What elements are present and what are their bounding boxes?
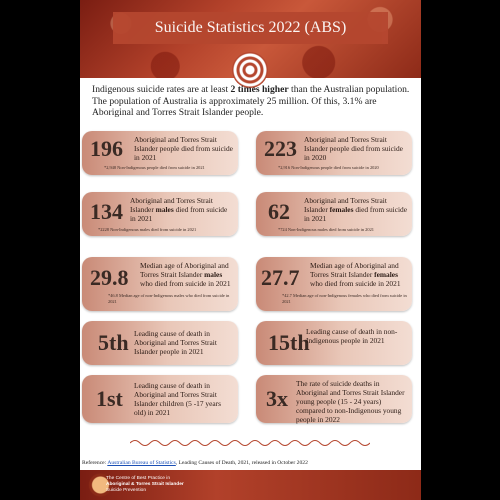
stat-note: *2228 Non-Indigenous males died from suicide in 2021 bbox=[98, 227, 197, 232]
footer-banner bbox=[80, 470, 421, 500]
stat-card bbox=[256, 321, 412, 365]
stat-note: *724 Non-Indigenous males died from suicide in 2021 bbox=[278, 227, 374, 232]
stat-text: Leading cause of death in Aboriginal and Torres Strait Islander people in 2021 bbox=[134, 329, 217, 356]
intro-paragraph bbox=[92, 84, 410, 119]
stat-text: Median age of Aboriginal and Torres Strait Islander males who died from suicide in 2021 bbox=[140, 261, 231, 288]
page-title: Suicide Statistics 2022 (ABS) bbox=[113, 12, 388, 44]
intro-text-rest: than the Australian population. The population of Australia is approximately 25 million. Of this, 3.1% are Aboriginal and Torres Strait Islander people. bbox=[92, 84, 410, 118]
stat-number: 15th bbox=[268, 330, 310, 355]
stat-number: 27.7 bbox=[261, 265, 300, 290]
stat-text: Aboriginal and Torres Strait Islander people died from suicide in 2021 bbox=[134, 135, 233, 162]
stat-text: Leading cause of death in non-Indigenous people in 2021 bbox=[306, 327, 398, 345]
stat-card bbox=[256, 375, 412, 423]
stat-card bbox=[256, 192, 412, 236]
dot-medallion-icon bbox=[232, 52, 268, 88]
stat-card bbox=[82, 321, 238, 365]
stat-text: Aboriginal and Torres Strait Islander people died from suicide in 2020 bbox=[304, 135, 403, 162]
stat-note: *46.8 Median age of non-Indigenous males who died from suicide in 2021 bbox=[108, 293, 230, 304]
reference-line: Reference: Australian Bureau of Statistics, Leading Causes of Death, 2021, released in October 2022 bbox=[82, 460, 308, 466]
infographic-page bbox=[80, 0, 421, 500]
stat-card bbox=[256, 131, 412, 175]
stat-note: *42.7 Median age of non-Indigenous females who died from suicide in 2021 bbox=[282, 293, 407, 304]
footer-org-name: The Centre of Best Practice in Aboriginal & Torres Strait Islander Suicide Prevention bbox=[106, 476, 184, 493]
stat-card bbox=[82, 131, 238, 175]
reference-link[interactable]: Australian Bureau of Statistics bbox=[107, 460, 176, 466]
stat-number: 62 bbox=[268, 199, 290, 224]
stat-text: Aboriginal and Torres Strait Islander males died from suicide in 2021 bbox=[130, 196, 228, 223]
stat-number: 196 bbox=[90, 136, 123, 161]
stat-number: 5th bbox=[98, 330, 129, 355]
stat-text: Aboriginal and Torres Strait Islander females died from suicide in 2021 bbox=[304, 196, 408, 223]
stat-number: 223 bbox=[264, 136, 297, 161]
stat-card bbox=[256, 257, 412, 311]
stat-note: *2,948 Non-Indigenous people died from suicide in 2021 bbox=[104, 165, 205, 170]
intro-text: Indigenous suicide rates are at least bbox=[92, 84, 231, 95]
header-banner bbox=[80, 0, 421, 78]
stat-card bbox=[82, 375, 238, 423]
stat-note: *2,916 Non-Indigenous people died from suicide in 2020 bbox=[278, 165, 379, 170]
stat-number: 29.8 bbox=[90, 265, 129, 290]
stat-card bbox=[82, 257, 238, 311]
stat-number: 3x bbox=[266, 386, 288, 411]
intro-bold: 2 times higher bbox=[230, 84, 289, 95]
decorative-divider-icon bbox=[130, 438, 370, 448]
stat-text: Leading cause of death in Aboriginal and Torres Strait Islander children (5 -17 years old) in 2021 bbox=[134, 381, 222, 417]
stat-number: 134 bbox=[90, 199, 123, 224]
stat-card bbox=[82, 192, 238, 236]
stat-text: The rate of suicide deaths in Aboriginal and Torres Strait Islander young people (15 - 24 years) compared to non-Indigenous young people in 2022 bbox=[296, 379, 405, 424]
stat-text: Median age of Aboriginal and Torres Strait Islander females who died from suicide in 2021 bbox=[310, 261, 401, 288]
stat-number: 1st bbox=[96, 386, 123, 411]
